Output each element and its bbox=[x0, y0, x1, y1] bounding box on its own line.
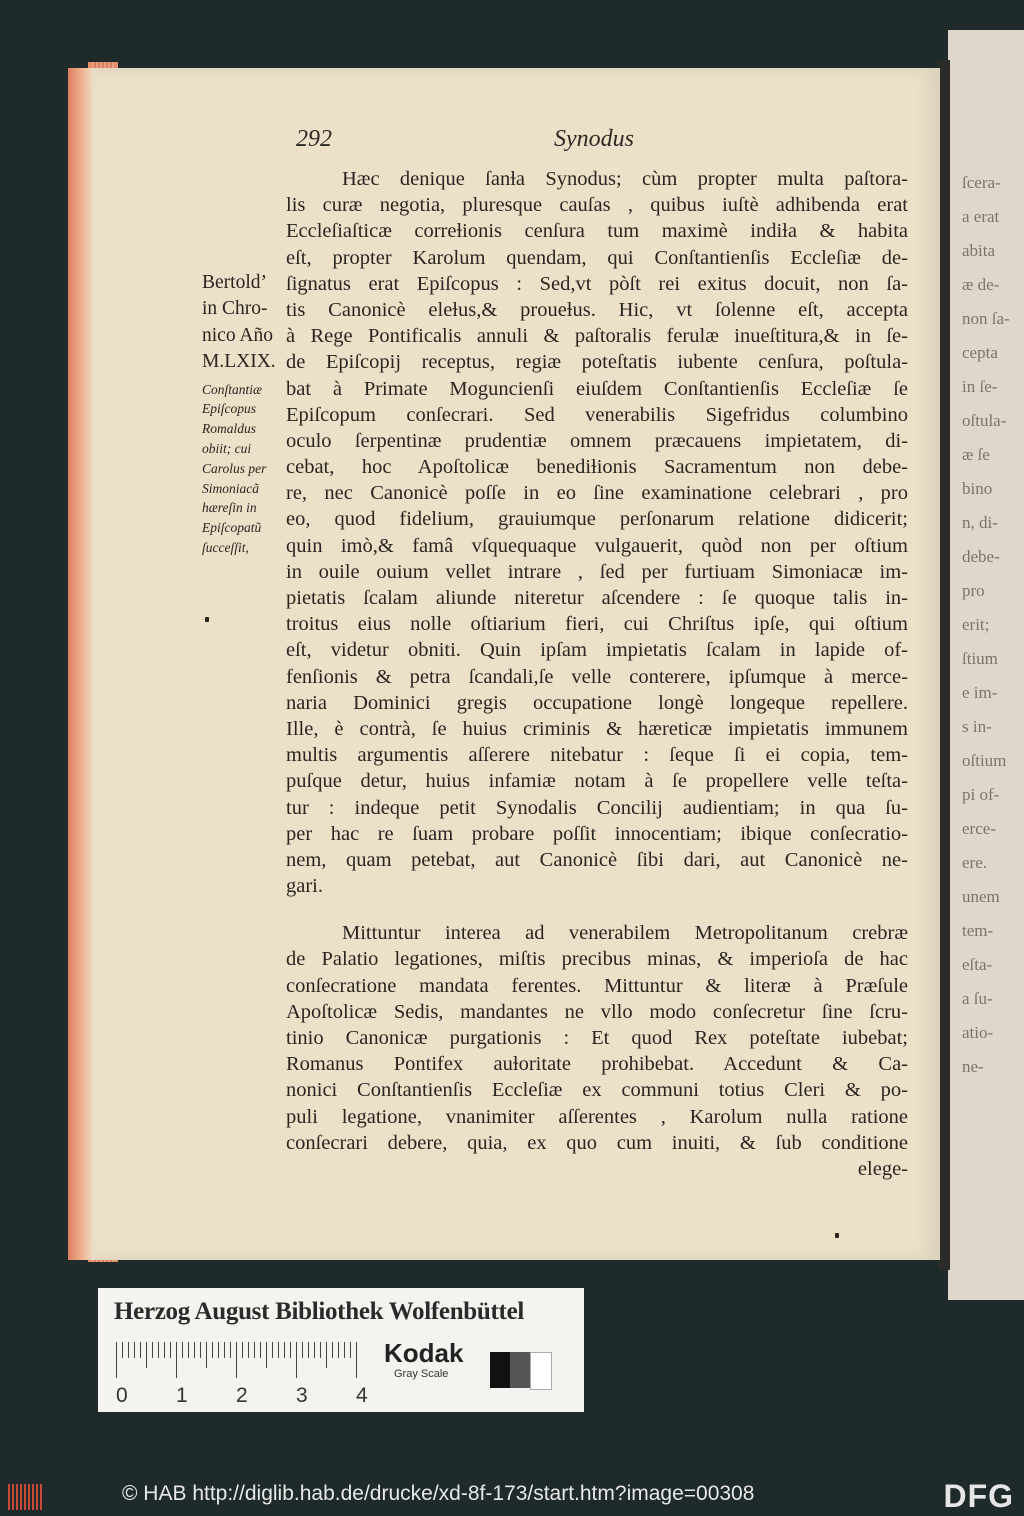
ruler-tick bbox=[302, 1342, 303, 1358]
text-line: à Rege Pontificalis annuli & paſtoralis ferulæ inueſtitura,& in ſe- bbox=[286, 325, 908, 348]
page-left-edge bbox=[68, 68, 94, 1260]
margin-note-line: Epiſcopatũ bbox=[202, 520, 262, 536]
ruler-tick bbox=[212, 1342, 213, 1358]
ruler-tick bbox=[260, 1342, 261, 1358]
running-title: Synodus bbox=[554, 126, 634, 152]
facing-page-fragment: pro bbox=[962, 581, 985, 600]
facing-page-fragment: a erat bbox=[962, 207, 1000, 226]
text-line: eo, quod fidelium, grauiumque perſonarum relatione didicerit; bbox=[286, 508, 908, 531]
gray-swatch bbox=[510, 1352, 530, 1388]
facing-page-fragment: erit; bbox=[962, 615, 990, 634]
ruler-tick bbox=[356, 1342, 357, 1378]
ruler-tick bbox=[314, 1342, 315, 1358]
facing-page bbox=[948, 30, 1024, 1300]
ink-speck bbox=[205, 617, 209, 622]
ruler-tick bbox=[206, 1342, 207, 1368]
scale-ruler bbox=[116, 1342, 366, 1382]
paragraph-gap bbox=[286, 899, 908, 920]
facing-page-fragment: æ de- bbox=[962, 275, 1000, 294]
ruler-tick bbox=[332, 1342, 333, 1358]
margin-note-line: Romaldus bbox=[202, 421, 256, 437]
margin-note-line: hæreſin in bbox=[202, 500, 257, 516]
facing-page-fragment: debe- bbox=[962, 547, 1000, 566]
facing-page-fragment: abita bbox=[962, 241, 996, 260]
text-line: ſignatus erat Epiſcopus : Sed,vt pòſt rei exitus docuit, non ſa- bbox=[286, 272, 908, 295]
gray-scale-label: Gray Scale bbox=[394, 1368, 449, 1380]
ruler-tick bbox=[134, 1342, 135, 1358]
facing-page-fragment: in ſe- bbox=[962, 377, 998, 396]
ruler-tick bbox=[338, 1342, 339, 1358]
ruler-tick bbox=[320, 1342, 321, 1358]
ruler-tick bbox=[272, 1342, 273, 1358]
scale-number: 3 bbox=[296, 1384, 308, 1407]
facing-page-fragment: æ ſe bbox=[962, 445, 990, 464]
facing-page-fragment: e im- bbox=[962, 683, 998, 702]
margin-note-line: Bertold’ bbox=[202, 272, 267, 293]
text-line: eſt, propter Karolum quendam, qui Conſtantienſis Eccleſiæ de- bbox=[286, 246, 908, 269]
facing-page-fragment: ere. bbox=[962, 853, 988, 872]
color-calibration-bar bbox=[98, 1288, 584, 1412]
library-name: Herzog August Bibliothek Wolfenbüttel bbox=[114, 1298, 525, 1325]
ruler-tick bbox=[230, 1342, 231, 1358]
text-line: troitus eius nolle oſtiarium fieri, cui Chriſtus ipſe, qui oſtium bbox=[286, 613, 908, 636]
ink-speck bbox=[835, 1233, 839, 1238]
scale-number: 2 bbox=[236, 1384, 248, 1407]
facing-page-fragment: ſcera- bbox=[962, 173, 1001, 192]
ruler-tick bbox=[140, 1342, 141, 1358]
text-line: Epiſcopum conſecrari. Sed venerabilis Sigefridus columbino bbox=[286, 403, 908, 426]
ruler-tick bbox=[188, 1342, 189, 1358]
text-line: elege- bbox=[857, 1157, 908, 1180]
text-line: de Epiſcopij receptus, regiæ poteſtatis iubente cenſura, poſtula- bbox=[286, 351, 908, 374]
text-line: fenſionis & petra ſcandali,ſe velle conterere, ipſumque à merce- bbox=[286, 665, 908, 688]
facing-page-fragment: a ſu- bbox=[962, 989, 993, 1008]
facing-page-fragment: erce- bbox=[962, 819, 996, 838]
text-line: lis curæ negotia, pluresque cauſas , quibus iuſtè adhibenda erat bbox=[286, 194, 908, 217]
margin-note-line: Epiſcopus bbox=[202, 401, 256, 417]
ruler-tick bbox=[236, 1342, 237, 1378]
viewer-footer bbox=[0, 1476, 1024, 1516]
facing-page-fragment: ſtium bbox=[962, 649, 998, 668]
ruler-tick bbox=[296, 1342, 297, 1378]
ruler-tick bbox=[266, 1342, 267, 1368]
text-line: pietatis ſcalam aliunde niteretur aſcendere : ſe quoque talis in- bbox=[286, 587, 908, 609]
ruler-tick bbox=[218, 1342, 219, 1358]
margin-note-line: Carolus per bbox=[202, 460, 267, 476]
ruler-tick bbox=[122, 1342, 123, 1358]
ruler-tick bbox=[194, 1342, 195, 1358]
text-line: Mittuntur interea ad venerabilem Metropolitanum crebræ bbox=[342, 922, 908, 945]
facing-page-fragment: s in- bbox=[962, 717, 992, 736]
facing-page-fragment: n, di- bbox=[962, 513, 998, 532]
facing-page-fragment: eſta- bbox=[962, 955, 993, 974]
ruler-tick bbox=[290, 1342, 291, 1358]
text-line: tis Canonicè eleɫus,& proueɫus. Hic, vt ſolenne eſt, accepta bbox=[286, 298, 908, 321]
margin-note-line: nico Año bbox=[202, 324, 273, 346]
facing-page-fragment: bino bbox=[962, 479, 993, 498]
margin-notes bbox=[202, 270, 292, 558]
ruler-tick bbox=[248, 1342, 249, 1358]
scale-number: 1 bbox=[176, 1384, 188, 1407]
text-line: multis argumentis aſſerere nitebatur : ſeque ſi ei copia, tem- bbox=[286, 744, 908, 767]
text-line: bat à Primate Moguncienſi eiuſdem Conſtantienſis Eccleſiæ ſe bbox=[286, 377, 908, 400]
facing-page-fragment: atio- bbox=[962, 1023, 994, 1042]
ruler-tick bbox=[152, 1342, 153, 1358]
ruler-tick bbox=[182, 1342, 183, 1358]
margin-note-line: in Chro- bbox=[202, 298, 268, 320]
text-line: Eccleſiaſticæ correɫionis cenſura tum maximè indiɫa & habita bbox=[286, 220, 908, 243]
ruler-tick bbox=[146, 1342, 147, 1368]
text-line: tur : indeque petit Synodalis Concilij audientiam; in qua ſu- bbox=[286, 796, 908, 819]
text-line: in ouile ouium vellet intrare , ſed per furtiuam Simoniacæ im- bbox=[286, 560, 908, 583]
text-line: Romanus Pontifex auɫoritate prohibebat. Accedunt & Ca- bbox=[286, 1053, 908, 1076]
text-line: cebat, hoc Apoſtolicæ benediɫionis Sacramentum non debe- bbox=[286, 456, 908, 479]
text-line: conſecratione mandata ferentes. Mittuntur & literæ à Præſule bbox=[286, 974, 908, 997]
ruler-tick bbox=[200, 1342, 201, 1358]
ruler-tick bbox=[308, 1342, 309, 1358]
ruler-tick bbox=[224, 1342, 225, 1358]
text-line: per hac re ſuam probare poſſit innocentiam; ibique conſecratio- bbox=[286, 822, 908, 845]
facing-page-fragment: oſtium bbox=[962, 751, 1007, 770]
ruler-tick bbox=[278, 1342, 279, 1358]
facing-page-fragment: ne- bbox=[962, 1057, 984, 1076]
text-line: nonici Conſtantienſis Eccleſiæ ex communi totius Cleri & po- bbox=[286, 1079, 908, 1102]
text-line: nem, quam petebat, aut Canonicè ſibi dari, aut Canonicè ne- bbox=[286, 848, 908, 871]
text-line: puſque detur, huius infamiæ notam à ſe propellere velle teſta- bbox=[286, 770, 908, 793]
text-line: conſecrari debere, quia, ex quo cum inuiti, & ſub conditione bbox=[286, 1131, 908, 1154]
source-url[interactable]: © HAB http://diglib.hab.de/drucke/xd-8f-173/start.htm?image=00308 bbox=[122, 1482, 755, 1505]
ruler-tick bbox=[170, 1342, 171, 1358]
facing-page-fragment: cepta bbox=[962, 343, 998, 362]
ruler-tick bbox=[176, 1342, 177, 1378]
barcode-icon bbox=[8, 1484, 42, 1510]
body-text bbox=[286, 166, 908, 1182]
margin-note-line: M.LXIX. bbox=[202, 351, 276, 373]
scale-number: 4 bbox=[356, 1384, 368, 1407]
page-number: 292 bbox=[296, 126, 332, 152]
margin-note-line: obiit; cui bbox=[202, 441, 252, 457]
ruler-tick bbox=[158, 1342, 159, 1358]
margin-note-line: Simoniacã bbox=[202, 480, 259, 496]
ruler-tick bbox=[350, 1342, 351, 1358]
text-line: gari. bbox=[286, 875, 323, 898]
text-line: quin imò,& famâ vſquequaque vulgauerit, quòd non per oſtium bbox=[286, 534, 908, 557]
text-line: eſt, videtur obniti. Quin ipſam impietatis ſcalam in lapide of- bbox=[286, 639, 908, 662]
text-line: Ille, è contrà, ſe huius criminis & hæreticæ impietatis immunem bbox=[286, 717, 908, 740]
white-swatch bbox=[530, 1352, 552, 1390]
ruler-tick bbox=[242, 1342, 243, 1358]
ruler-tick bbox=[326, 1342, 327, 1368]
facing-page-fragment: unem bbox=[962, 887, 1000, 906]
facing-page-fragment: non ſa- bbox=[962, 309, 1010, 328]
margin-note-line: Conſtantiæ bbox=[202, 381, 263, 397]
facing-page-fragment: tem- bbox=[962, 921, 994, 940]
scale-number: 0 bbox=[116, 1384, 128, 1407]
dfg-logo: DFG bbox=[943, 1478, 1014, 1514]
text-line: naria Dominici gregis occupatione longè longeque repellere. bbox=[286, 691, 908, 714]
facing-page-fragment: oſtula- bbox=[962, 411, 1007, 430]
ruler-tick bbox=[164, 1342, 165, 1358]
margin-note-line: ſucceſſit, bbox=[202, 540, 249, 555]
text-line: Hæc denique ſanɫa Synodus; cùm propter multa paſtora- bbox=[342, 168, 908, 190]
text-line: Apoſtolicæ Sedis, mandantes ne vllo modo conſecretur ſine ſcru- bbox=[286, 1000, 908, 1023]
text-line: puli legatione, vnanimiter aſſerentes , Karolum nulla ratione bbox=[286, 1105, 908, 1128]
ruler-tick bbox=[116, 1342, 117, 1378]
scale-numbers bbox=[108, 1384, 378, 1410]
kodak-logo: Kodak bbox=[384, 1338, 464, 1368]
black-swatch bbox=[490, 1352, 510, 1388]
page-header bbox=[296, 126, 896, 162]
ruler-tick bbox=[128, 1342, 129, 1358]
text-line: de Palatio legationes, miſtis precibus minas, & imperioſa de hac bbox=[286, 948, 908, 971]
ruler-tick bbox=[254, 1342, 255, 1358]
ruler-tick bbox=[284, 1342, 285, 1358]
text-line: oculo ſerpentinæ prudentiæ omnem præcauens impietatem, di- bbox=[286, 429, 908, 452]
text-line: re, nec Canonicè poſſe in eo ſine examinatione celebrari , pro bbox=[286, 482, 908, 505]
facing-page-fragment: pi of- bbox=[962, 785, 1000, 804]
ruler-tick bbox=[344, 1342, 345, 1358]
text-line: tinio Canonicæ purgationis : Et quod Rex poteſtate iubebat; bbox=[286, 1027, 908, 1049]
